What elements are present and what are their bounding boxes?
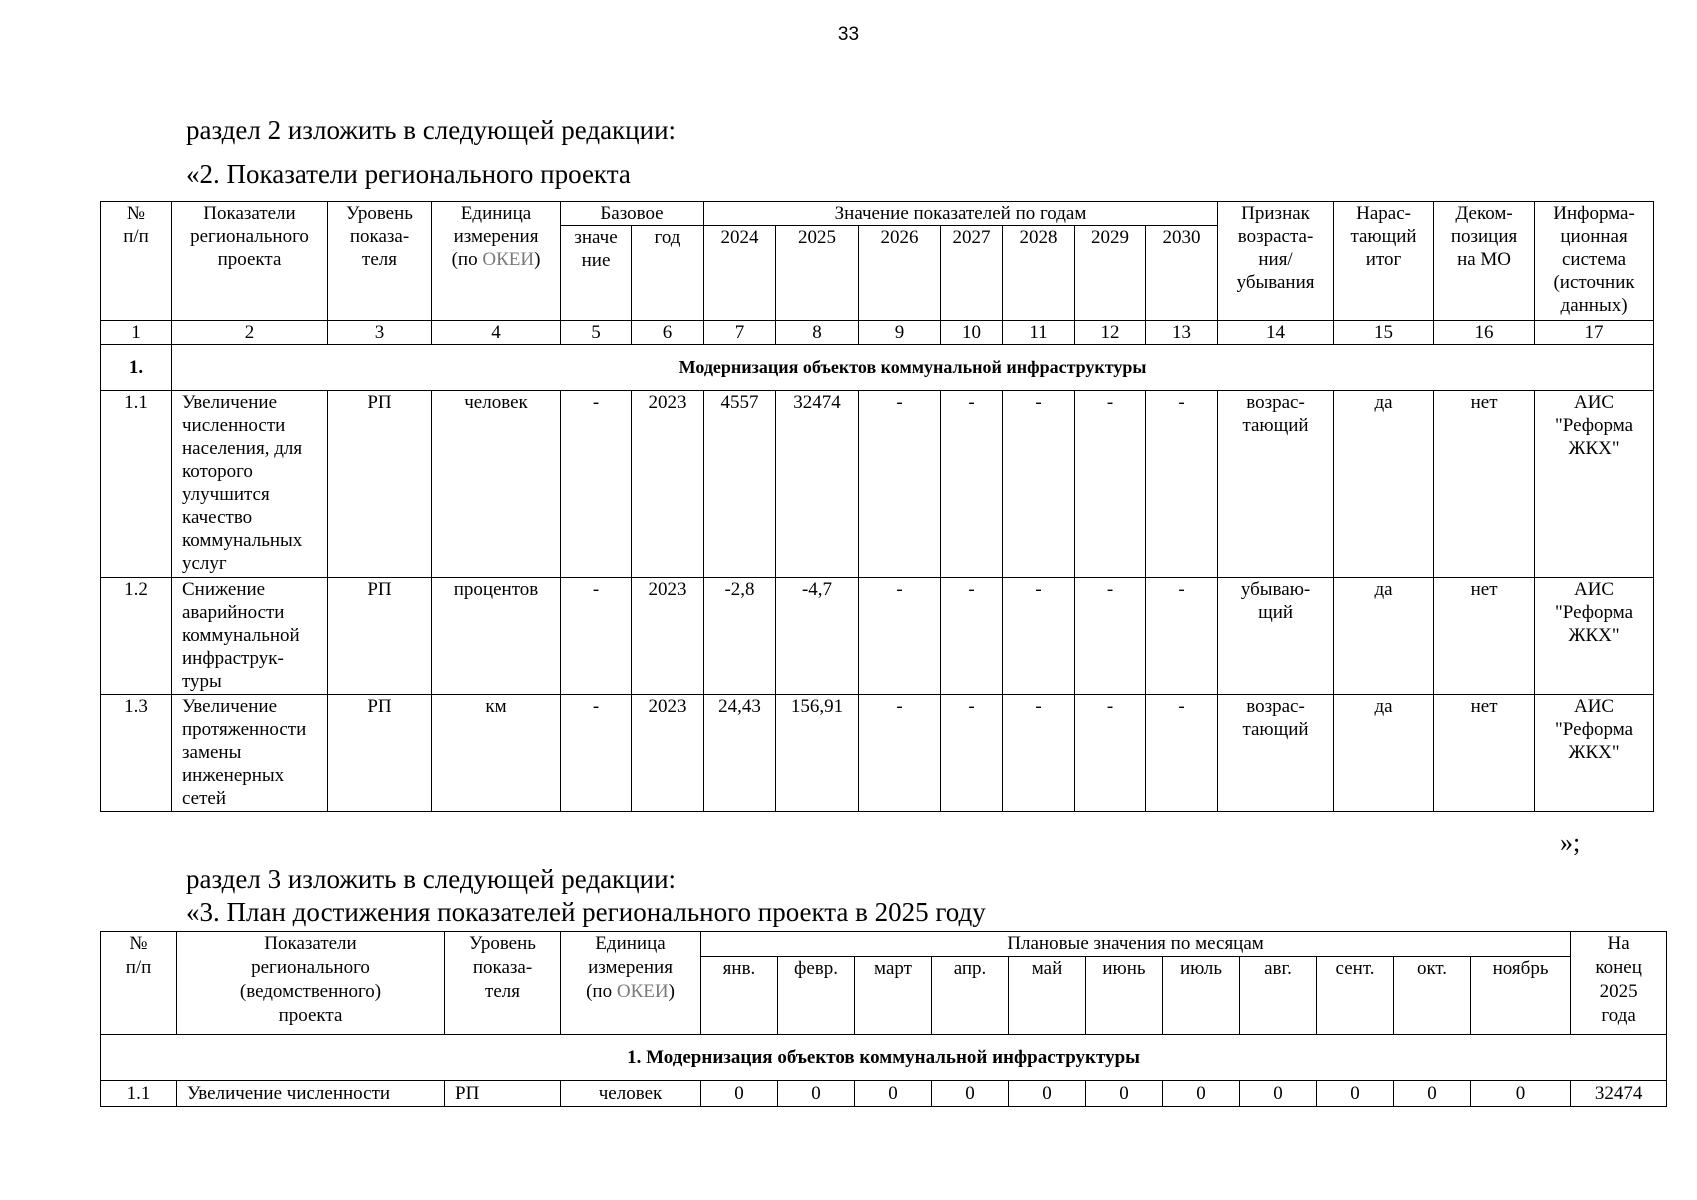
indicator-level: РП (328, 391, 432, 578)
okei-link[interactable]: ОКЕИ (616, 981, 669, 1002)
header-year: 2026 (859, 226, 941, 321)
header-years-group: Значение показателей по годам (704, 202, 1218, 226)
monthly-plan-table (100, 931, 1667, 1107)
column-number: 6 (632, 321, 704, 345)
row-number: 1.2 (101, 578, 172, 695)
year-value: - (1146, 695, 1218, 812)
header-level: Уровень показа- теля (328, 202, 432, 321)
indicator-unit: человек (432, 391, 561, 578)
header-year: 2025 (776, 226, 859, 321)
month-value: 0 (1240, 1081, 1317, 1107)
column-number: 8 (776, 321, 859, 345)
header-month: май (1009, 957, 1086, 1035)
section-number: 1. (101, 345, 172, 391)
header-no: № п/п (101, 932, 177, 1035)
row-number: 1.1 (101, 1081, 177, 1107)
column-numbers-row (101, 321, 1654, 345)
month-value: 0 (1394, 1081, 1471, 1107)
header-month: авг. (1240, 957, 1317, 1035)
year-value: 24,43 (704, 695, 776, 812)
month-value: 0 (701, 1081, 778, 1107)
header-months-group: Плановые значения по месяцам (701, 932, 1571, 957)
year-value: - (941, 695, 1003, 812)
indicator-level: РП (445, 1081, 561, 1107)
year-value: - (859, 578, 941, 695)
section-3-intro: раздел 3 изложить в следующей редакции: (186, 864, 677, 894)
indicator-name: Увеличение протяженности замены инженерных сетей (172, 695, 328, 812)
year-value: - (1075, 391, 1146, 578)
year-value: -4,7 (776, 578, 859, 695)
year-value: - (1075, 695, 1146, 812)
header-info-system: Информа- ционная система (источник данных) (1535, 202, 1654, 321)
header-month: февр. (778, 957, 855, 1035)
row-number: 1.1 (101, 391, 172, 578)
month-value: 0 (1317, 1081, 1394, 1107)
header-indicator: Показатели регионального проекта (172, 202, 328, 321)
decomposition-flag: нет (1434, 391, 1535, 578)
year-value: -2,8 (704, 578, 776, 695)
table-row (101, 695, 1654, 812)
base-year: 2023 (632, 695, 704, 812)
year-value: - (941, 391, 1003, 578)
header-unit: Единица измерения (по ОКЕИ) (432, 202, 561, 321)
year-value: - (859, 695, 941, 812)
header-month: окт. (1394, 957, 1471, 1035)
decomposition-flag: нет (1434, 695, 1535, 812)
header-month: апр. (932, 957, 1009, 1035)
header-year: 2027 (941, 226, 1003, 321)
year-value: - (941, 578, 1003, 695)
okei-link[interactable]: ОКЕИ (482, 249, 535, 270)
indicator-unit: человек (561, 1081, 701, 1107)
info-system: АИС "Реформа ЖКХ" (1535, 695, 1654, 812)
indicator-name: Увеличение численности (177, 1081, 445, 1107)
page-number: 33 (837, 24, 860, 45)
header-year: 2030 (1146, 226, 1218, 321)
indicator-unit: процентов (432, 578, 561, 695)
indicator-name: Снижение аварийности коммунальной инфраструк- туры (172, 578, 328, 695)
year-value: - (859, 391, 941, 578)
year-value: - (1146, 391, 1218, 578)
month-value: 0 (855, 1081, 932, 1107)
table-row (101, 1081, 1667, 1107)
column-number: 7 (704, 321, 776, 345)
year-value: - (1075, 578, 1146, 695)
column-number: 2 (172, 321, 328, 345)
header-base-value: значе ние (561, 226, 632, 321)
header-month: янв. (701, 957, 778, 1035)
month-value: 0 (1086, 1081, 1163, 1107)
trend-sign: возрас- тающий (1218, 695, 1334, 812)
header-month: сент. (1317, 957, 1394, 1035)
header-month: ноябрь (1471, 957, 1571, 1035)
section-3-title: «3. План достижения показателей регионального проекта в 2025 году (186, 897, 986, 927)
column-number: 9 (859, 321, 941, 345)
year-value: - (1146, 578, 1218, 695)
indicators-table (100, 201, 1654, 812)
month-value: 0 (778, 1081, 855, 1107)
header-indicator: Показатели регионального (ведомственного) проекта (177, 932, 445, 1035)
info-system: АИС "Реформа ЖКХ" (1535, 578, 1654, 695)
header-sign: Признак возраста- ния/ убывания (1218, 202, 1334, 321)
section-2-title: «2. Показатели регионального проекта (186, 159, 631, 189)
header-year: 2029 (1075, 226, 1146, 321)
indicator-level: РП (328, 578, 432, 695)
header-unit: Единица измерения (по ОКЕИ) (561, 932, 701, 1035)
trend-sign: возрас- тающий (1218, 391, 1334, 578)
column-number: 11 (1003, 321, 1075, 345)
column-number: 17 (1535, 321, 1654, 345)
year-value: 156,91 (776, 695, 859, 812)
header-end-of-year: На конец 2025 года (1571, 932, 1667, 1035)
section-title: Модернизация объектов коммунальной инфраструктуры (172, 345, 1654, 391)
month-value: 0 (1163, 1081, 1240, 1107)
trend-sign: убываю- щий (1218, 578, 1334, 695)
year-value: - (1003, 578, 1075, 695)
month-value: 0 (1471, 1081, 1571, 1107)
section-title: 1. Модернизация объектов коммунальной инфраструктуры (101, 1035, 1667, 1081)
cumulative-flag: да (1334, 695, 1434, 812)
column-number: 16 (1434, 321, 1535, 345)
column-number: 14 (1218, 321, 1334, 345)
year-value: - (1003, 695, 1075, 812)
closing-quote: »; (1560, 828, 1581, 857)
year-value: - (1003, 391, 1075, 578)
month-value: 0 (932, 1081, 1009, 1107)
indicator-unit: км (432, 695, 561, 812)
header-base-year: год (632, 226, 704, 321)
header-month: июнь (1086, 957, 1163, 1035)
section-row (101, 345, 1654, 391)
column-number: 5 (561, 321, 632, 345)
base-year: 2023 (632, 578, 704, 695)
column-number: 15 (1334, 321, 1434, 345)
column-number: 13 (1146, 321, 1218, 345)
base-value: - (561, 578, 632, 695)
header-no: № п/п (101, 202, 172, 321)
column-number: 4 (432, 321, 561, 345)
cumulative-flag: да (1334, 391, 1434, 578)
column-number: 1 (101, 321, 172, 345)
header-year: 2024 (704, 226, 776, 321)
table-row (101, 578, 1654, 695)
header-level: Уровень показа- теля (445, 932, 561, 1035)
month-value: 0 (1009, 1081, 1086, 1107)
table-row (101, 391, 1654, 578)
header-year: 2028 (1003, 226, 1075, 321)
year-value: 32474 (776, 391, 859, 578)
base-value: - (561, 391, 632, 578)
decomposition-flag: нет (1434, 578, 1535, 695)
year-value: 4557 (704, 391, 776, 578)
base-value: - (561, 695, 632, 812)
cumulative-flag: да (1334, 578, 1434, 695)
column-number: 12 (1075, 321, 1146, 345)
header-decomposition: Деком- позиция на МО (1434, 202, 1535, 321)
column-number: 3 (328, 321, 432, 345)
end-of-year-value: 32474 (1571, 1081, 1667, 1107)
section-row (101, 1035, 1667, 1081)
indicator-level: РП (328, 695, 432, 812)
header-cumulative: Нарас- тающий итог (1334, 202, 1434, 321)
section-2-intro: раздел 2 изложить в следующей редакции: (186, 115, 677, 145)
indicator-name: Увеличение численности населения, для которого улучшится качество коммунальных услуг (172, 391, 328, 578)
header-month: март (855, 957, 932, 1035)
info-system: АИС "Реформа ЖКХ" (1535, 391, 1654, 578)
header-base: Базовое (561, 202, 704, 226)
header-month: июль (1163, 957, 1240, 1035)
column-number: 10 (941, 321, 1003, 345)
row-number: 1.3 (101, 695, 172, 812)
base-year: 2023 (632, 391, 704, 578)
